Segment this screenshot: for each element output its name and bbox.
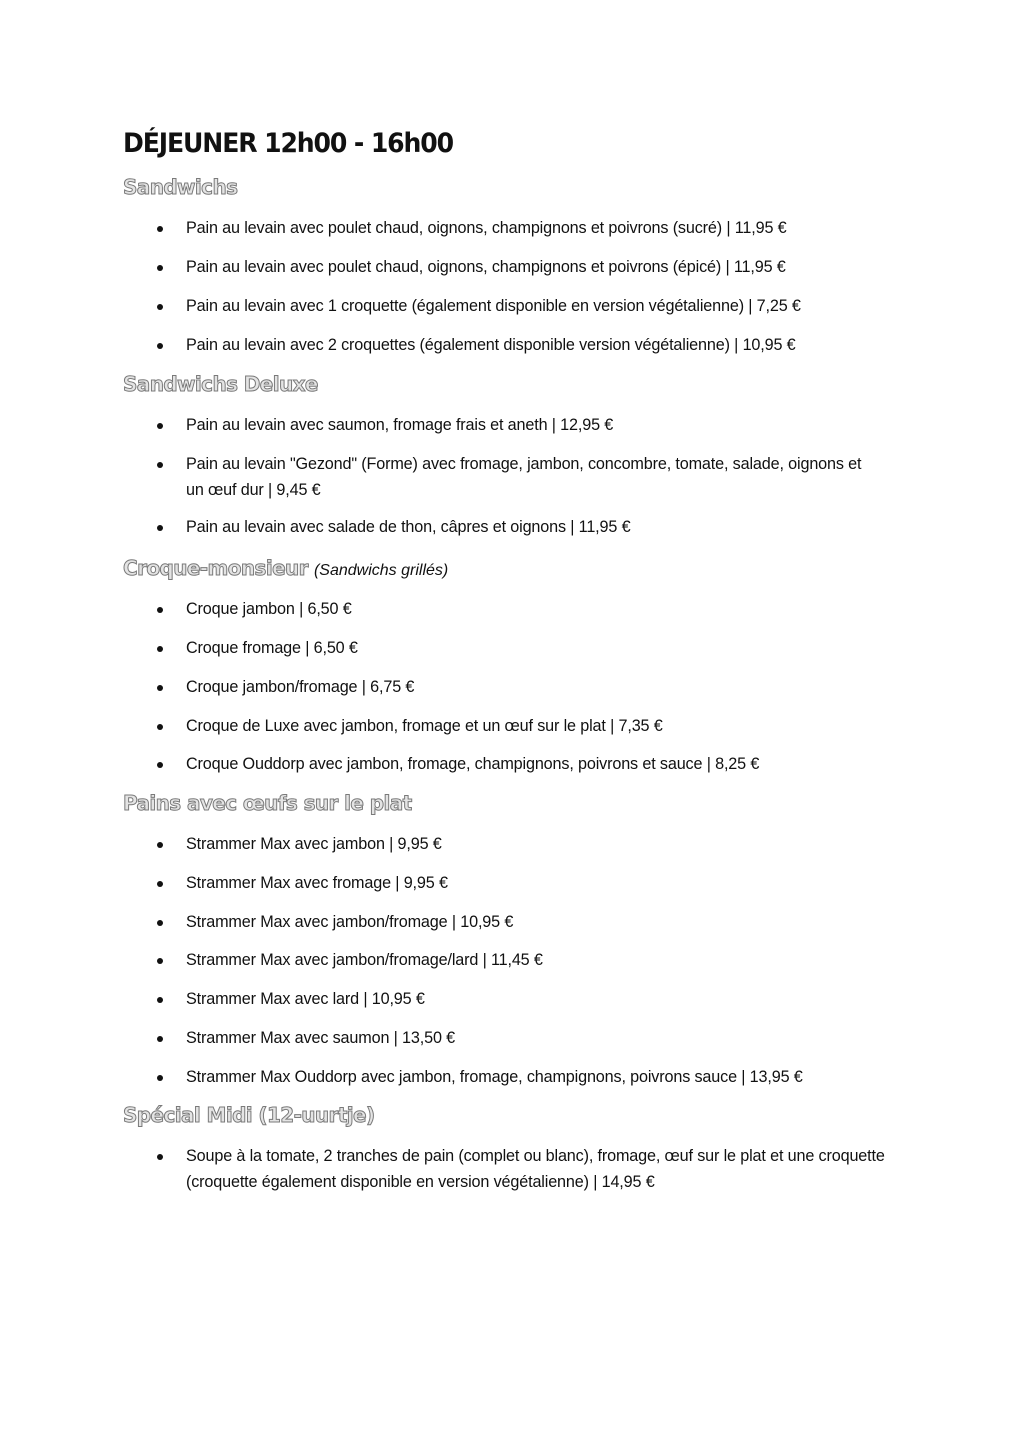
bullet-icon [157, 920, 163, 926]
item-text: Strammer Max avec jambon/fromage | 10,95 € [186, 913, 514, 931]
section-heading-text: Spécial Midi (12-uurtje) [123, 1103, 375, 1127]
item-text: Croque jambon | 6,50 € [186, 600, 352, 618]
section-heading [123, 174, 237, 200]
item-text: Pain au levain "Gezond" (Forme) avec fromage, jambon, concombre, tomate, salade, oignons et un œuf dur | 9,45 € [186, 455, 862, 499]
item-text: Pain au levain avec 2 croquettes (également disponible version végétalienne) | 10,95 € [186, 336, 796, 354]
bullet-icon [157, 881, 163, 887]
section-heading [123, 790, 412, 816]
bullet-icon [157, 685, 163, 691]
section-heading-text: Croque-monsieur [123, 556, 308, 580]
list-item [186, 986, 906, 1012]
section-heading-text: Sandwichs [123, 175, 238, 199]
bullet-icon [157, 423, 163, 429]
list-item [186, 293, 906, 319]
item-text: Pain au levain avec poulet chaud, oignons, champignons et poivrons (sucré) | 11,95 € [186, 219, 787, 237]
bullet-icon [157, 646, 163, 652]
item-text: Strammer Max avec jambon | 9,95 € [186, 835, 442, 853]
item-text: Croque de Luxe avec jambon, fromage et un œuf sur le plat | 7,35 € [186, 717, 663, 735]
list-item [186, 215, 906, 241]
section-heading-note: (Sandwichs grillés) [313, 562, 449, 579]
list-item [186, 514, 906, 540]
list-item [186, 1143, 886, 1195]
item-text: Croque Ouddorp avec jambon, fromage, champignons, poivrons et sauce | 8,25 € [186, 755, 760, 773]
bullet-icon [157, 997, 163, 1003]
list-item [186, 831, 906, 857]
item-text: Strammer Max avec fromage | 9,95 € [186, 874, 448, 892]
bullet-icon [157, 1075, 163, 1081]
list-item [186, 635, 906, 661]
list-item [186, 1064, 906, 1090]
list-item [186, 451, 876, 503]
bullet-icon [157, 525, 163, 531]
section-heading [123, 1102, 375, 1128]
bullet-icon [157, 724, 163, 730]
bullet-icon [157, 1036, 163, 1042]
list-item [186, 412, 906, 438]
bullet-icon [157, 304, 163, 310]
bullet-icon [157, 958, 163, 964]
bullet-icon [157, 462, 163, 468]
list-item [186, 713, 906, 739]
item-text: Strammer Max Ouddorp avec jambon, fromage, champignons, poivrons sauce | 13,95 € [186, 1068, 803, 1086]
bullet-icon [157, 762, 163, 768]
bullet-icon [157, 226, 163, 232]
section-heading [123, 371, 318, 397]
item-text: Croque jambon/fromage | 6,75 € [186, 678, 415, 696]
bullet-icon [157, 343, 163, 349]
list-item [186, 674, 906, 700]
list-item [186, 596, 906, 622]
list-item [186, 751, 906, 777]
item-text: Strammer Max avec lard | 10,95 € [186, 990, 425, 1008]
item-text: Soupe à la tomate, 2 tranches de pain (complet ou blanc), fromage, œuf sur le plat et une croquette (croquette également disponible en version végétalienne) | 14,95 € [186, 1147, 885, 1191]
bullet-icon [157, 842, 163, 848]
section-heading-text: Sandwichs Deluxe [123, 372, 318, 396]
list-item [186, 909, 906, 935]
section-heading [123, 555, 448, 584]
item-text: Strammer Max avec saumon | 13,50 € [186, 1029, 456, 1047]
item-text: Croque fromage | 6,50 € [186, 639, 358, 657]
item-text: Strammer Max avec jambon/fromage/lard | 11,45 € [186, 951, 543, 969]
bullet-icon [157, 265, 163, 271]
list-item [186, 870, 906, 896]
list-item [186, 254, 906, 280]
item-text: Pain au levain avec poulet chaud, oignons, champignons et poivrons (épicé) | 11,95 € [186, 258, 786, 276]
item-text: Pain au levain avec 1 croquette (également disponible en version végétalienne) | 7,25 € [186, 297, 801, 315]
item-text: Pain au levain avec saumon, fromage frais et aneth | 12,95 € [186, 416, 614, 434]
item-text: Pain au levain avec salade de thon, câpres et oignons | 11,95 € [186, 518, 631, 536]
page-title: DÉJEUNER 12h00 - 16h00 [123, 128, 454, 159]
bullet-icon [157, 607, 163, 613]
list-item [186, 1025, 906, 1051]
list-item [186, 332, 906, 358]
list-item [186, 947, 906, 973]
section-heading-text: Pains avec œufs sur le plat [123, 791, 412, 815]
bullet-icon [157, 1154, 163, 1160]
